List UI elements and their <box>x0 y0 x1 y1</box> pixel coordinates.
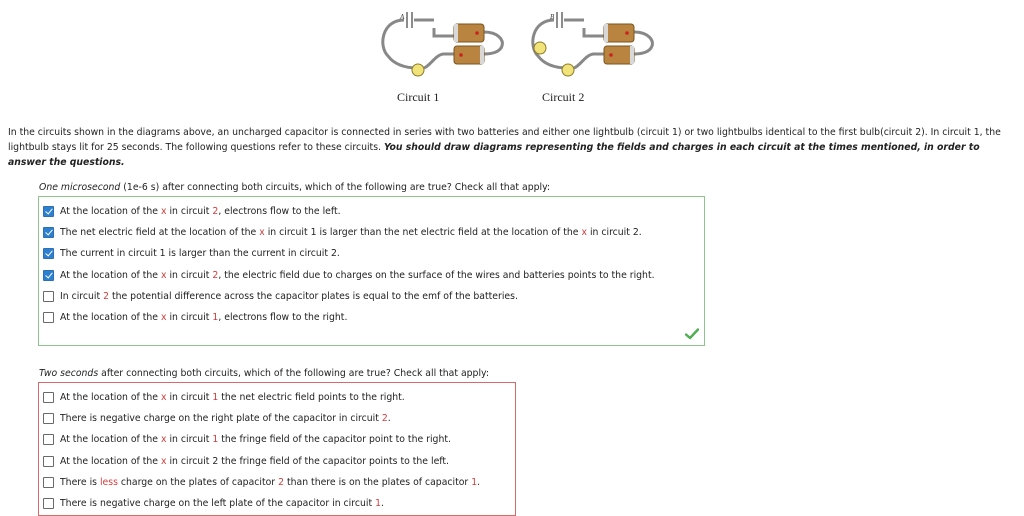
unchecked-checkbox[interactable] <box>43 456 54 467</box>
circuit-1-drawing <box>383 12 503 76</box>
q1-option-1[interactable] <box>43 201 704 222</box>
q1-option-4[interactable] <box>43 265 704 286</box>
option-label <box>60 206 341 217</box>
question-2-prompt-text: after connecting both circuits, which of the following are true? Check all that apply: <box>101 368 489 379</box>
question-1-time: One microsecond <box>39 182 121 193</box>
option-text-part: x <box>259 227 265 239</box>
q1-option-2[interactable] <box>43 222 704 243</box>
option-text-part: 2 <box>278 476 285 488</box>
option-text-part: the fringe field of the capacitor point to the right. <box>218 434 451 446</box>
option-text-part: 1 <box>375 498 381 510</box>
option-text-part: , electrons flow to the left. <box>218 206 341 218</box>
intro-text: In the circuits shown in the diagrams above, an uncharged capacitor is connected in series with two batteries and either one lightbulb (circuit 1) or two lightbulbs identical to the first bulb(circuit 2). In circuit 1, the lightbulb stays lit for 25 seconds. The following questions refer to these circuits. <box>8 127 1001 153</box>
q2-option-5[interactable] <box>43 472 515 493</box>
option-text-part: 2 <box>103 290 110 302</box>
option-label <box>60 477 480 488</box>
option-text-part: in circuit 1 is larger than the net electric field at the location of the <box>264 227 582 239</box>
option-text-part: in circuit <box>166 392 213 404</box>
option-text-part: 2 <box>381 413 388 425</box>
option-label <box>60 291 518 302</box>
option-text-part: At the location of the <box>60 269 161 281</box>
checked-checkbox[interactable] <box>43 206 54 217</box>
unchecked-checkbox[interactable] <box>43 312 54 323</box>
option-label <box>60 312 347 323</box>
option-label <box>60 227 642 238</box>
option-text-part: The current in circuit 1 is larger than the current in circuit 2. <box>60 248 340 260</box>
option-label <box>60 270 655 281</box>
unchecked-checkbox[interactable] <box>43 477 54 488</box>
q2-option-2[interactable] <box>43 408 515 429</box>
option-text-part: There is negative charge on the left plate of the capacitor in circuit <box>60 498 376 510</box>
q1-option-3[interactable] <box>43 243 704 264</box>
option-label <box>60 498 384 509</box>
question-1-options <box>38 196 705 346</box>
option-text-part: At the location of the <box>60 392 161 404</box>
q2-option-4[interactable] <box>43 451 515 472</box>
option-text-part: . <box>380 498 384 510</box>
option-label <box>60 434 451 445</box>
option-text-part: than there is on the plates of capacitor <box>284 476 472 488</box>
question-1 <box>38 182 705 346</box>
problem-statement <box>8 125 1020 170</box>
option-text-part: in circuit <box>166 206 213 218</box>
question-2 <box>38 368 516 516</box>
option-text-part: At the location of the <box>60 312 161 324</box>
option-text-part: charge on the plates of capacitor <box>117 476 279 488</box>
option-text-part: At the location of the <box>60 206 161 218</box>
option-text-part: the potential difference across the capacitor plates is equal to the emf of the batteries. <box>109 290 518 302</box>
option-text-part: . <box>387 413 391 425</box>
option-text-part: In circuit <box>60 290 104 302</box>
option-text-part: x <box>160 434 167 446</box>
option-text-part: the net electric field points to the right. <box>218 392 405 404</box>
q2-option-1[interactable] <box>43 387 515 408</box>
intro-emphasis: You should draw diagrams representing the fields and charges in each circuit at the times mentioned, in order to answer the questions. <box>8 142 980 168</box>
svg-text:A: A <box>400 13 405 21</box>
option-text-part: 2 <box>212 269 219 281</box>
correct-check-icon <box>685 328 699 340</box>
option-text-part: in circuit <box>166 312 213 324</box>
unchecked-checkbox[interactable] <box>43 498 54 509</box>
circuit-2-caption: Circuit 2 <box>542 90 585 104</box>
option-text-part: There is negative charge on the right plate of the capacitor in circuit <box>60 413 382 425</box>
option-text-part: , electrons flow to the right. <box>218 312 348 324</box>
option-text-part: x <box>160 312 167 324</box>
q2-option-3[interactable] <box>43 429 515 450</box>
option-text-part: in circuit <box>166 434 213 446</box>
option-text-part: At the location of the <box>60 434 161 446</box>
option-text-part: less <box>99 476 118 488</box>
option-text-part: in circuit <box>166 269 213 281</box>
option-text-part: The net electric field at the location of the <box>60 227 260 239</box>
option-text-part: x <box>160 455 167 467</box>
question-1-prompt <box>39 182 705 193</box>
option-label <box>60 392 405 403</box>
checked-checkbox[interactable] <box>43 227 54 238</box>
option-label <box>60 413 391 424</box>
option-text-part: x <box>160 392 167 404</box>
circuit-2-drawing <box>533 12 653 76</box>
circuit-1-caption: Circuit 1 <box>397 90 440 104</box>
q1-option-5[interactable] <box>43 286 704 307</box>
option-text-part: 1 <box>212 434 219 446</box>
option-text-part: x <box>581 227 587 239</box>
q1-option-6[interactable] <box>43 307 704 328</box>
option-text-part: in circuit 2 the fringe field of the capacitor points to the left. <box>166 455 449 467</box>
unchecked-checkbox[interactable] <box>43 434 54 445</box>
question-2-options <box>38 382 516 516</box>
unchecked-checkbox[interactable] <box>43 413 54 424</box>
unchecked-checkbox[interactable] <box>43 291 54 302</box>
option-text-part: 2 <box>212 206 219 218</box>
q2-option-6[interactable] <box>43 493 515 514</box>
checked-checkbox[interactable] <box>43 248 54 259</box>
option-text-part: 1 <box>471 476 478 488</box>
option-text-part: 1 <box>212 392 219 404</box>
question-2-prompt <box>39 368 516 379</box>
question-1-prompt-text: (1e-6 s) after connecting both circuits, which of the following are true? Check all that apply: <box>123 182 551 193</box>
circuits-diagram <box>374 6 664 90</box>
option-text-part: At the location of the <box>60 455 161 467</box>
option-label <box>60 456 449 467</box>
svg-text:B: B <box>550 13 555 21</box>
question-2-time: Two seconds <box>39 368 99 379</box>
option-text-part: x <box>160 206 167 218</box>
circuit-figure <box>374 6 664 106</box>
option-text-part: . <box>477 476 481 488</box>
option-text-part: in circuit 2. <box>586 227 642 239</box>
unchecked-checkbox[interactable] <box>43 392 54 403</box>
option-text-part: There is <box>60 476 100 488</box>
option-text-part: 1 <box>212 312 219 324</box>
option-label <box>60 248 340 259</box>
checked-checkbox[interactable] <box>43 270 54 281</box>
option-text-part: x <box>160 269 167 281</box>
option-text-part: , the electric field due to charges on the surface of the wires and batteries points to the right. <box>218 269 655 281</box>
